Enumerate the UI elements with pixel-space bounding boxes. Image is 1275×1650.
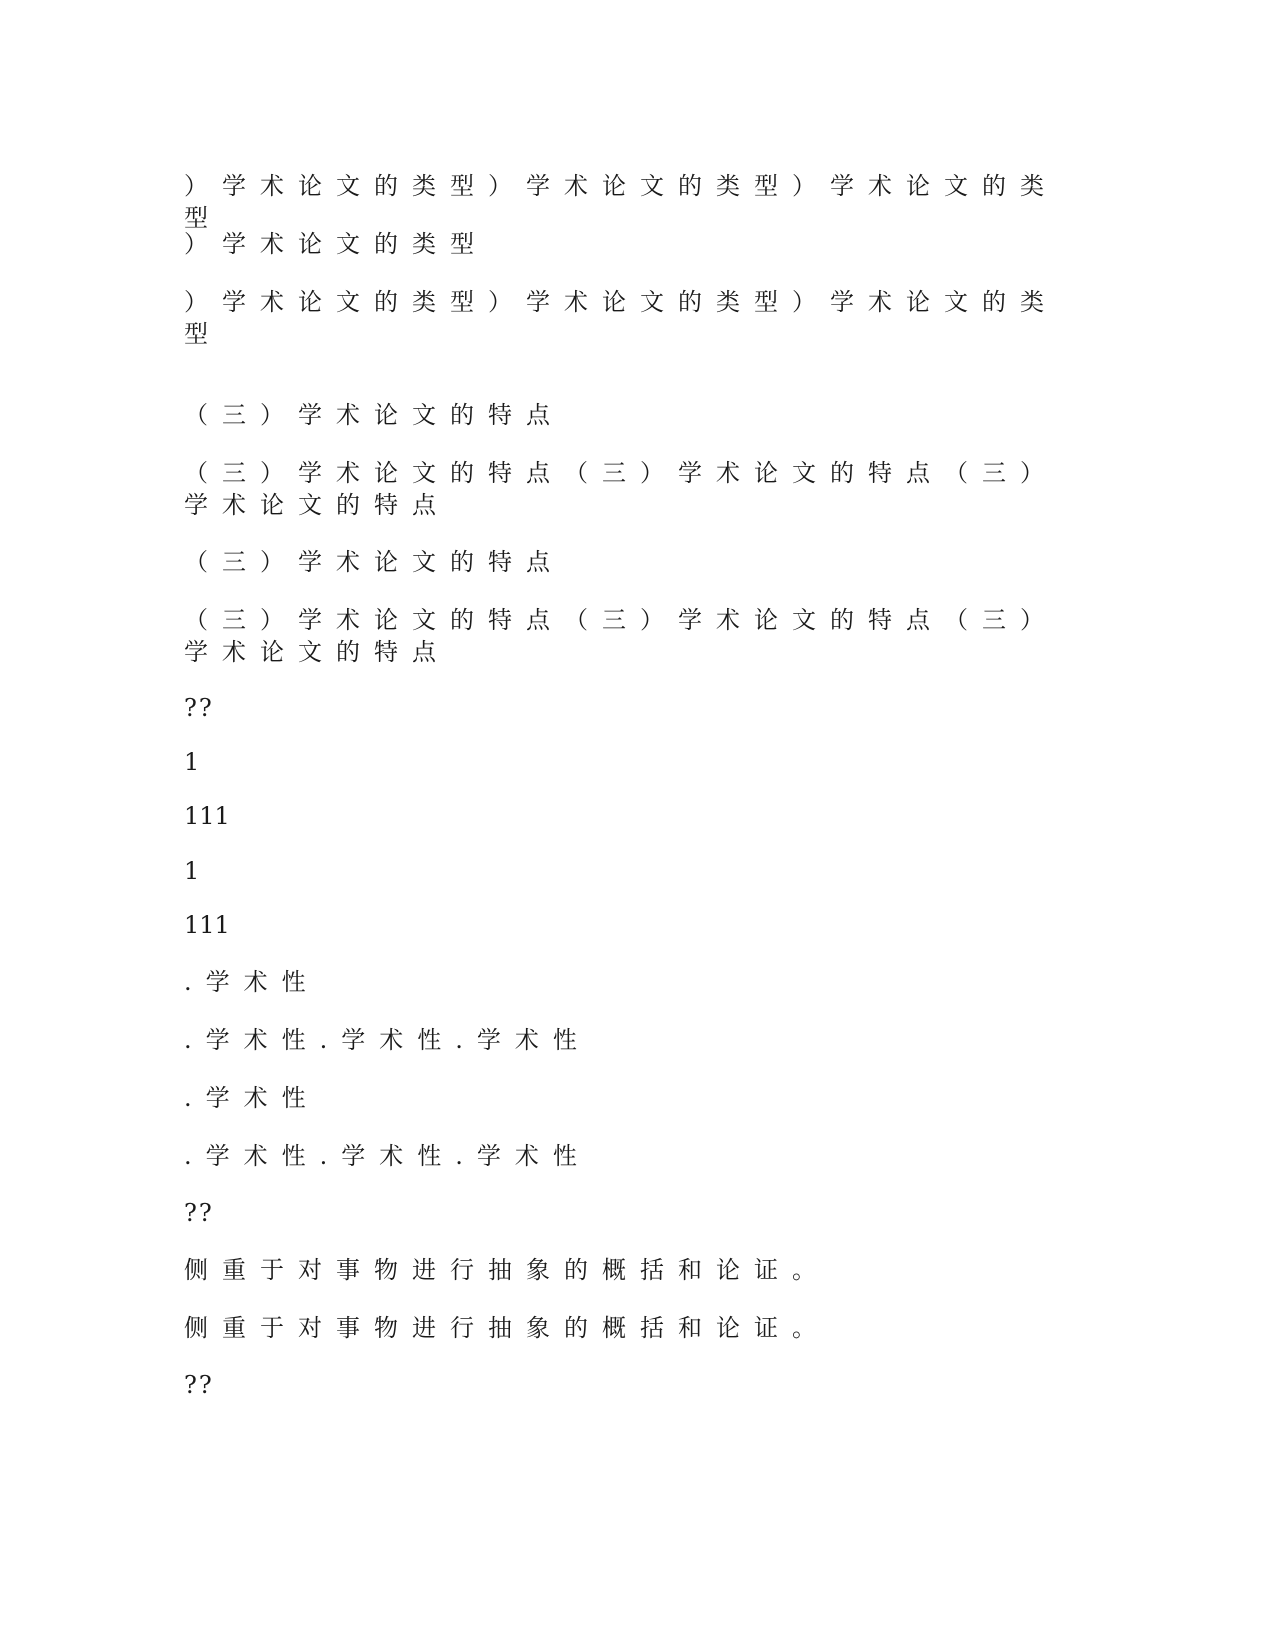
text-line: 1 bbox=[184, 857, 200, 885]
text-line: .学术性.学术性.学术性 bbox=[184, 1026, 591, 1054]
text-line: 侧重于对事物进行抽象的概括和论证。 bbox=[184, 1314, 830, 1342]
text-line: ?? bbox=[184, 1199, 214, 1227]
text-line: 111 bbox=[184, 911, 230, 939]
text-line: ?? bbox=[184, 694, 214, 722]
text-line: ）学术论文的类型）学术论文的类型）学术论文的类型 bbox=[184, 172, 1058, 232]
section-heading: （三）学术论文的特点 bbox=[184, 401, 564, 429]
section-heading: （三）学术论文的特点 bbox=[184, 548, 564, 576]
text-line: （三）学术论文的特点（三）学术论文的特点（三）学术论文的特点 bbox=[184, 606, 1058, 666]
text-line: ?? bbox=[184, 1371, 214, 1399]
text-line: .学术性.学术性.学术性 bbox=[184, 1142, 591, 1170]
text-line: （三）学术论文的特点（三）学术论文的特点（三）学术论文的特点 bbox=[184, 459, 1058, 519]
text-line: .学术性 bbox=[184, 1084, 320, 1112]
text-line: ）学术论文的类型 bbox=[184, 230, 488, 258]
text-line: ）学术论文的类型）学术论文的类型）学术论文的类型 bbox=[184, 288, 1058, 348]
text-line: .学术性 bbox=[184, 968, 320, 996]
text-line: 1 bbox=[184, 748, 200, 776]
text-line: 111 bbox=[184, 802, 230, 830]
text-line: 侧重于对事物进行抽象的概括和论证。 bbox=[184, 1256, 830, 1284]
